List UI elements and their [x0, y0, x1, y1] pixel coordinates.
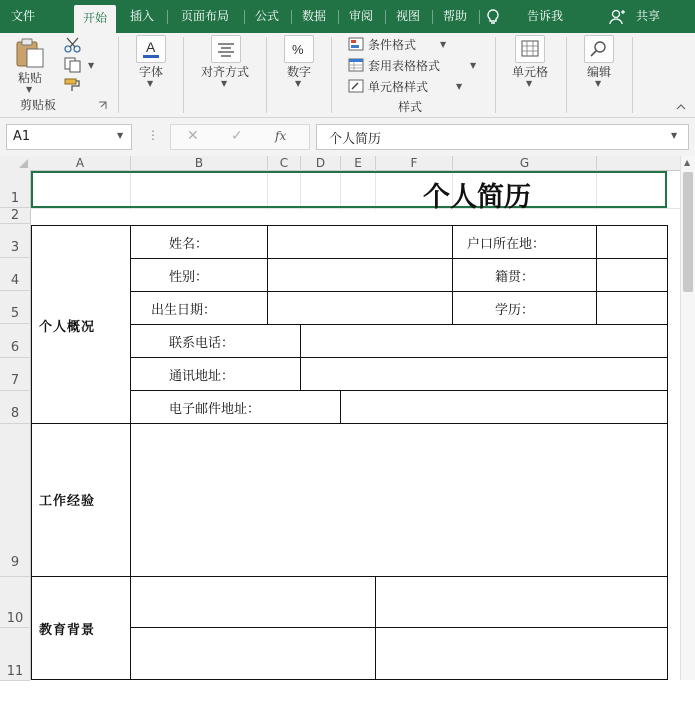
cells-icon: [516, 36, 544, 62]
label-cell-hukou[interactable]: [452, 225, 597, 259]
formula-bar: [0, 118, 695, 156]
tell-me-search[interactable]: 告诉我: [526, 9, 563, 23]
alignment-group: [184, 33, 266, 117]
scrollbar-thumb[interactable]: [683, 172, 693, 292]
input-cell-native[interactable]: [596, 258, 668, 292]
tab-page-layout[interactable]: 页面布局: [180, 9, 229, 23]
row-header-3[interactable]: 3: [0, 224, 30, 258]
field-gender-label: 性别：: [169, 270, 209, 285]
insert-function-icon[interactable]: fx: [275, 129, 287, 143]
format-as-table-button[interactable]: 套用表格格式: [368, 59, 441, 73]
row-header-5[interactable]: 5: [0, 291, 30, 324]
input-cell-gender[interactable]: [267, 258, 453, 292]
column-header-e[interactable]: E: [341, 156, 376, 170]
section-overview-cell[interactable]: [31, 225, 131, 424]
alignment-button-frame[interactable]: [211, 35, 241, 63]
education-cell[interactable]: [375, 627, 668, 680]
format-as-table-icon: [348, 58, 364, 72]
chevron-down-icon[interactable]: ▼: [470, 61, 477, 70]
chevron-down-icon[interactable]: ▼: [88, 61, 95, 70]
tab-file[interactable]: 文件: [10, 9, 35, 23]
tab-help[interactable]: 帮助: [442, 9, 467, 23]
alignment-button[interactable]: 对齐方式: [200, 65, 249, 79]
row-header-6[interactable]: 6: [0, 324, 30, 358]
tab-divider: [338, 10, 339, 24]
row-header-10[interactable]: 10: [0, 577, 30, 628]
cells-group: [496, 33, 566, 117]
label-cell-phone[interactable]: [130, 324, 301, 358]
section-education-label: 教育背景: [39, 623, 96, 638]
tab-divider: [385, 10, 386, 24]
editing-button-frame[interactable]: [584, 35, 614, 63]
tab-divider: [291, 10, 292, 24]
chevron-down-icon[interactable]: ▼: [456, 82, 463, 91]
row-header-9[interactable]: 9: [0, 424, 30, 577]
tab-insert[interactable]: 插入: [129, 9, 154, 23]
column-header-b[interactable]: B: [131, 156, 268, 170]
svg-text:A: A: [146, 39, 156, 55]
tab-divider: [167, 10, 168, 24]
input-cell-phone[interactable]: [300, 324, 668, 358]
tab-formulas[interactable]: 公式: [254, 9, 279, 23]
chevron-down-icon[interactable]: ▼: [221, 79, 228, 88]
clipboard-group-label: 剪贴板: [20, 98, 57, 112]
svg-text:%: %: [292, 42, 304, 57]
tab-view[interactable]: 视图: [395, 9, 420, 23]
cell-styles-button[interactable]: 单元格样式: [368, 80, 429, 94]
font-group: [119, 33, 183, 117]
expand-formula-bar-icon[interactable]: ▼: [671, 131, 678, 140]
input-cell-name[interactable]: [267, 225, 453, 259]
font-button[interactable]: 字体: [138, 65, 163, 79]
tab-data[interactable]: 数据: [301, 9, 326, 23]
section-work-label: 工作经验: [39, 494, 96, 509]
search-icon: [585, 36, 613, 62]
cell-styles-icon: [348, 79, 364, 93]
editing-group: [567, 33, 631, 117]
copy-icon[interactable]: [64, 57, 82, 73]
input-cell-birth[interactable]: [267, 291, 453, 325]
education-cell[interactable]: [130, 627, 376, 680]
cells-button-frame[interactable]: [515, 35, 545, 63]
section-education-cell[interactable]: [31, 576, 131, 680]
tab-review[interactable]: 审阅: [348, 9, 373, 23]
percent-icon: [285, 36, 313, 62]
label-cell-gender[interactable]: [130, 258, 268, 292]
chevron-down-icon[interactable]: ▼: [117, 131, 124, 140]
name-box-value: A1: [13, 129, 31, 144]
row-headers: [0, 170, 31, 680]
tab-divider: [432, 10, 433, 24]
row-header-4[interactable]: 4: [0, 258, 30, 291]
field-phone-label: 联系电话：: [169, 336, 235, 351]
column-header-g[interactable]: G: [453, 156, 597, 170]
dialog-launcher-icon[interactable]: [98, 101, 107, 110]
align-center-icon: [212, 36, 240, 62]
input-cell-email[interactable]: [340, 390, 668, 424]
cancel-icon[interactable]: ✕: [187, 128, 199, 144]
chevron-down-icon[interactable]: ▼: [526, 79, 533, 88]
input-cell-hukou[interactable]: [596, 225, 668, 259]
resume-title: 个人简历: [423, 182, 531, 213]
field-email-label: 电子邮件地址：: [169, 402, 261, 417]
chevron-down-icon[interactable]: ▼: [440, 40, 447, 49]
cells-button[interactable]: 单元格: [511, 65, 548, 79]
label-cell-birth[interactable]: [130, 291, 268, 325]
label-cell-native[interactable]: [452, 258, 597, 292]
font-icon: [137, 36, 165, 62]
input-cell-address[interactable]: [300, 357, 668, 391]
label-cell-address[interactable]: [130, 357, 301, 391]
name-box[interactable]: [6, 124, 132, 150]
column-header-h[interactable]: [597, 156, 680, 170]
format-painter-icon[interactable]: [64, 77, 82, 93]
row-header-7[interactable]: 7: [0, 358, 30, 391]
clipboard-group: [0, 33, 118, 117]
styles-group: [332, 33, 494, 117]
editing-button[interactable]: 编辑: [586, 65, 611, 79]
field-education-label: 学历：: [495, 303, 535, 318]
number-button[interactable]: 数字: [286, 65, 311, 79]
grip-dots-icon: ⋮: [147, 128, 159, 142]
number-group: [267, 33, 331, 117]
conditional-formatting-icon: [348, 37, 364, 51]
paste-icon[interactable]: [14, 37, 46, 69]
row-header-2[interactable]: 2: [0, 208, 30, 224]
column-header-f[interactable]: F: [376, 156, 453, 170]
section-work-cell[interactable]: [31, 423, 131, 577]
chevron-down-icon[interactable]: ▼: [26, 85, 33, 94]
field-address-label: 通讯地址：: [169, 369, 235, 384]
column-headers: [0, 156, 695, 171]
work-experience-content-cell[interactable]: [130, 423, 668, 577]
vertical-scrollbar[interactable]: [680, 156, 695, 680]
field-hukou-label: 户口所在地：: [467, 237, 546, 252]
cut-icon[interactable]: [64, 37, 82, 53]
lightbulb-icon: [486, 9, 500, 25]
field-native-label: 籍贯：: [495, 270, 535, 285]
row-header-1[interactable]: 1: [0, 170, 30, 208]
row-header-8[interactable]: 8: [0, 391, 30, 424]
worksheet-grid: [0, 156, 695, 680]
select-all-corner-icon[interactable]: [18, 158, 29, 169]
number-button-frame[interactable]: [284, 35, 314, 63]
ribbon-home: [0, 33, 695, 118]
field-birth-label: 出生日期：: [151, 303, 217, 318]
tab-divider: [244, 10, 245, 24]
chevron-down-icon[interactable]: ▼: [295, 79, 302, 88]
collapse-ribbon-icon[interactable]: [676, 103, 686, 111]
scroll-up-icon[interactable]: ▲: [684, 158, 691, 167]
label-cell-education-level[interactable]: [452, 291, 597, 325]
tab-divider: [479, 10, 480, 24]
paste-button[interactable]: 粘贴: [17, 71, 42, 85]
column-header-a[interactable]: A: [30, 156, 131, 170]
chevron-down-icon[interactable]: ▼: [595, 79, 602, 88]
ribbon-tab-bar: [0, 0, 695, 33]
tab-home[interactable]: 开始: [74, 5, 116, 33]
section-overview-label: 个人概况: [39, 320, 96, 335]
formula-content: 个人简历: [329, 132, 382, 147]
group-divider: [632, 37, 633, 113]
column-header-c[interactable]: C: [268, 156, 301, 170]
column-header-d[interactable]: D: [301, 156, 341, 170]
education-cell[interactable]: [130, 576, 376, 628]
conditional-formatting-button[interactable]: 条件格式: [368, 38, 417, 52]
input-cell-education-level[interactable]: [596, 291, 668, 325]
chevron-down-icon[interactable]: ▼: [147, 79, 154, 88]
share-button[interactable]: 共享: [635, 9, 660, 23]
row-header-11[interactable]: 11: [0, 628, 30, 681]
title-cell[interactable]: [31, 171, 667, 213]
field-name-label: 姓名：: [169, 237, 209, 252]
label-cell-name[interactable]: [130, 225, 268, 259]
formula-buttons: [170, 124, 310, 150]
formula-input[interactable]: [316, 124, 689, 150]
gridline: [30, 208, 680, 209]
label-cell-email[interactable]: [130, 390, 341, 424]
enter-check-icon[interactable]: ✓: [231, 128, 243, 144]
styles-group-label: 样式: [398, 100, 423, 114]
share-person-icon: [609, 9, 625, 25]
font-button-frame[interactable]: [136, 35, 166, 63]
education-cell[interactable]: [375, 576, 668, 628]
